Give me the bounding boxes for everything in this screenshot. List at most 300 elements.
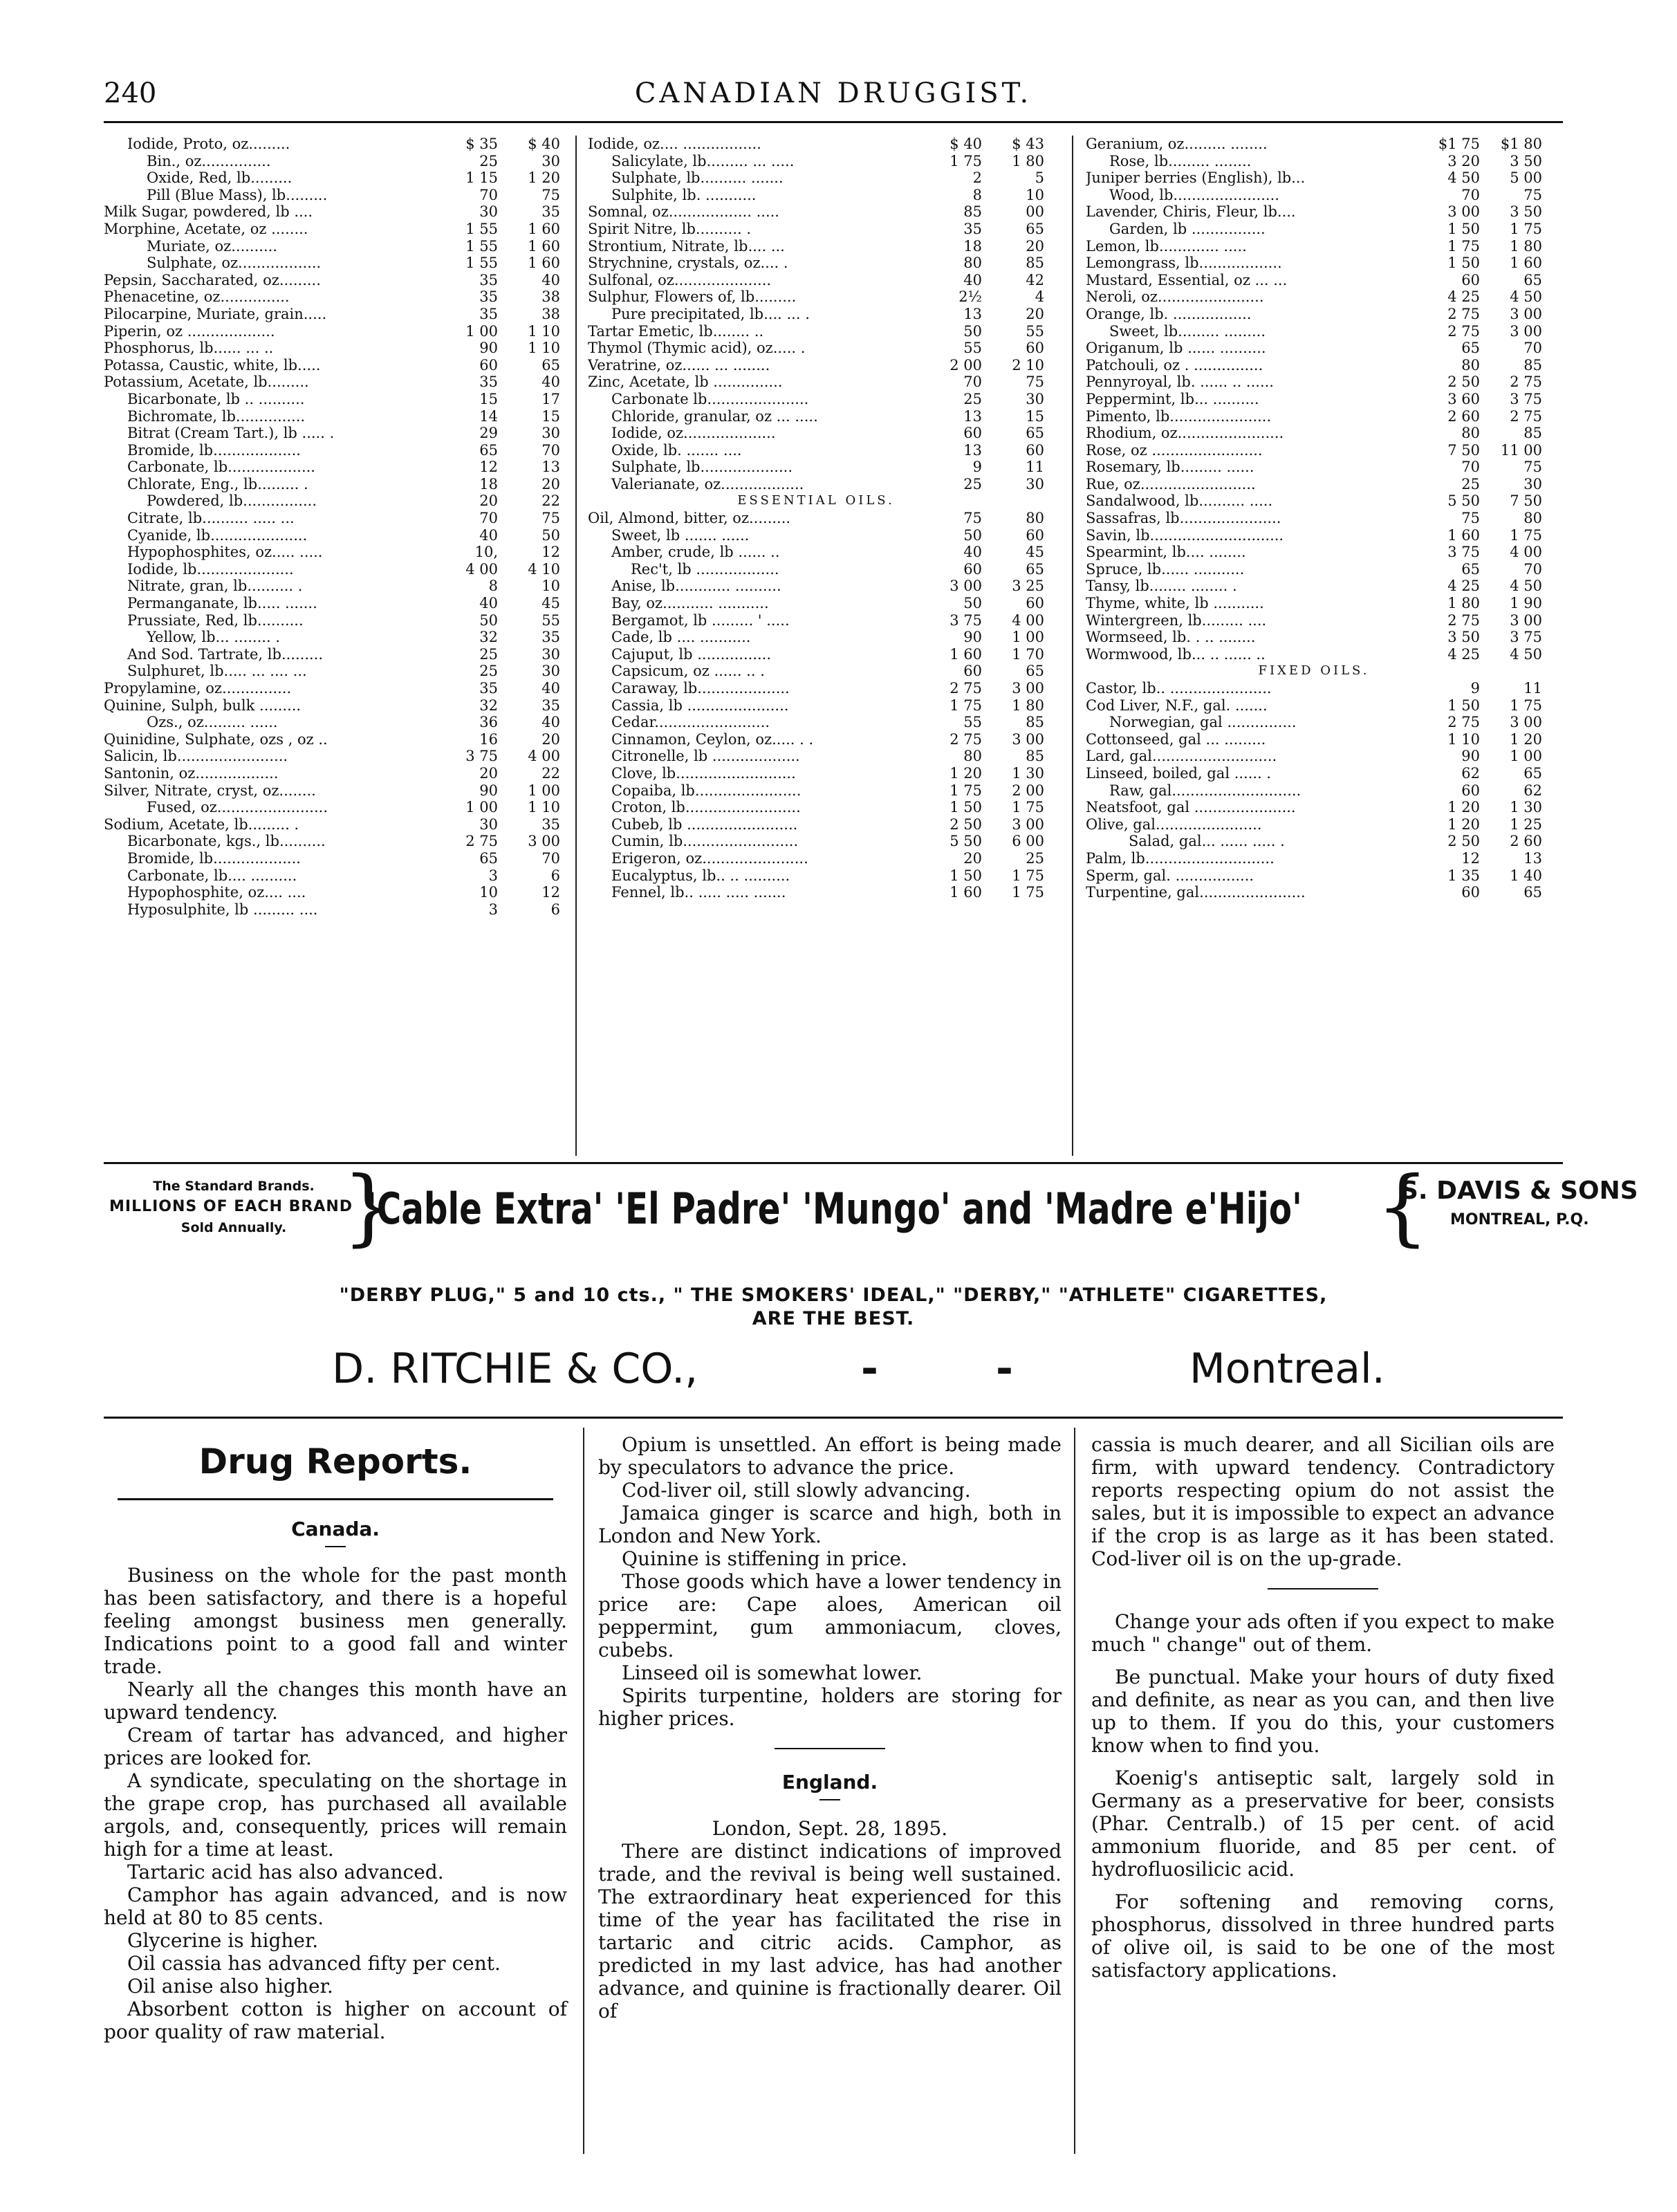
england-heading: England. [781, 1771, 878, 1794]
price-row [588, 612, 1044, 629]
item-name: Iodide, Proto, oz......... [127, 136, 290, 152]
item-name: Pepsin, Saccharated, oz......... [104, 271, 321, 288]
price-row [104, 629, 560, 646]
price-high: 1 00 [528, 782, 560, 799]
price-row [588, 203, 1044, 221]
price-row [588, 527, 1044, 544]
price-high: 1 25 [1510, 815, 1542, 833]
price-low: 80 [963, 255, 982, 272]
price-high: 38 [541, 288, 560, 306]
price-high: 12 [541, 544, 560, 561]
price-low: 16 [479, 730, 498, 748]
price-high: 11 [1026, 459, 1044, 476]
price-low: 55 [963, 340, 982, 357]
price-low: 60 [963, 663, 982, 680]
price-row [104, 612, 560, 629]
price-high: 1 60 [1510, 255, 1542, 272]
price-low: 12 [1461, 849, 1480, 867]
price-low: 2 50 [949, 815, 982, 833]
item-name: Wormwood, lb... .. ...... .. [1086, 645, 1266, 663]
derby-advertisement [104, 1284, 1563, 1331]
price-low: 90 [963, 629, 982, 646]
price-high: 55 [1026, 322, 1044, 340]
price-high: 10 [1026, 186, 1044, 203]
price-low: 90 [479, 782, 498, 799]
price-low: 3 00 [949, 578, 982, 595]
price-high: 1 10 [528, 340, 560, 357]
price-row [588, 408, 1044, 425]
price-low: 1 00 [465, 799, 498, 816]
price-high: 40 [541, 271, 560, 288]
paragraph: Nearly all the changes this month have an upward tendency. [104, 1678, 567, 1724]
item-name: Origanum, lb ...... .......... [1086, 340, 1266, 357]
price-row [1086, 238, 1542, 255]
item-name: Fused, oz........................ [147, 799, 328, 816]
item-name: Spruce, lb...... ........... [1086, 560, 1245, 578]
price-high: 3 00 [1012, 680, 1044, 697]
price-row [1086, 527, 1542, 544]
paragraph: Change your ads often if you expect to make much " change" out of them. [1091, 1610, 1555, 1656]
price-high: 85 [1026, 255, 1044, 272]
price-high: 30 [1026, 475, 1044, 492]
price-high: 30 [541, 425, 560, 442]
price-low: 35 [479, 680, 498, 697]
price-high: 30 [541, 663, 560, 680]
item-name: Pure precipitated, lb.... ... . [611, 305, 810, 322]
price-row [104, 153, 560, 170]
item-name: Salad, gal... ...... ..... . [1129, 833, 1285, 850]
price-high: 4 [1035, 288, 1044, 306]
item-name: Thymol (Thymic acid), oz..... . [588, 340, 806, 357]
ad-dash: - [861, 1345, 878, 1393]
article-column-3 [1091, 1433, 1555, 1982]
price-high: 4 00 [1510, 544, 1542, 561]
price-high: 5 00 [1510, 169, 1542, 187]
item-name: Cumin, lb......................... [611, 833, 799, 850]
price-row [1086, 646, 1542, 663]
price-high: 6 00 [1012, 833, 1044, 850]
price-row [588, 136, 1044, 153]
price-high: 22 [541, 492, 560, 510]
item-name: Phosphorus, lb...... ... .. [104, 340, 274, 357]
price-row [1086, 544, 1542, 561]
price-low: 50 [963, 595, 982, 612]
price-low: 60 [963, 425, 982, 442]
price-high: 70 [541, 849, 560, 867]
price-low: 35 [479, 288, 498, 306]
item-name: Bromide, lb................... [127, 441, 301, 459]
item-name: Rosemary, lb......... ...... [1086, 459, 1254, 476]
price-high: 1 75 [1510, 220, 1542, 237]
price-high: 4 10 [528, 560, 560, 578]
price-row [588, 169, 1044, 187]
price-low: 1 55 [465, 237, 498, 255]
price-high: 6 [550, 867, 560, 884]
brand-names: 'Cable Extra' 'El Padre' 'Mungo' and 'Madre e'Hijo' [367, 1183, 1302, 1234]
price-low: 12 [479, 459, 498, 476]
price-high: 3 00 [1510, 305, 1542, 322]
item-name: Turpentine, gal....................... [1086, 884, 1306, 901]
price-low: 70 [479, 186, 498, 203]
article-column-1 [104, 1433, 567, 2043]
item-name: Pennyroyal, lb. ...... .. ...... [1086, 374, 1274, 391]
price-row [104, 901, 560, 919]
item-name: Pimento, lb...................... [1086, 407, 1272, 425]
article-column-2 [598, 1433, 1062, 2022]
price-row [588, 442, 1044, 459]
item-name: Neroli, oz....................... [1086, 288, 1264, 306]
ad-dash: - [996, 1345, 1013, 1393]
price-high: 65 [1026, 425, 1044, 442]
item-name: Lemongrass, lb.................. [1086, 255, 1282, 272]
millions-label: MILLIONS OF EACH BRAND [109, 1198, 353, 1215]
price-high: 1 30 [1510, 799, 1542, 816]
price-low: 10, [474, 544, 498, 561]
price-row [1086, 357, 1542, 374]
price-high: 38 [541, 305, 560, 322]
price-row [588, 731, 1044, 748]
price-high: 10 [541, 578, 560, 595]
price-row [588, 238, 1044, 255]
item-name: Bergamot, lb ......... ' ..... [611, 611, 790, 629]
price-high: 65 [1026, 663, 1044, 680]
paragraph: Opium is unsettled. An effort is being made by speculators to advance the price. [598, 1433, 1062, 1479]
price-low: 35 [479, 271, 498, 288]
price-column-3 [1086, 136, 1542, 901]
price-low: 60 [963, 560, 982, 578]
item-name: Strontium, Nitrate, lb.... ... [588, 237, 785, 255]
price-row [1086, 221, 1542, 238]
price-row [104, 867, 560, 885]
price-row [1086, 442, 1542, 459]
price-high: 1 60 [528, 255, 560, 272]
price-row [588, 544, 1044, 561]
price-row [588, 340, 1044, 357]
price-low: 1 55 [465, 255, 498, 272]
price-low: 70 [479, 510, 498, 527]
price-high: 3 50 [1510, 152, 1542, 169]
price-row [588, 595, 1044, 612]
ritchie-city: Montreal. [1189, 1345, 1385, 1393]
item-name: Powdered, lb................ [147, 492, 317, 510]
price-low: 1 20 [1447, 799, 1480, 816]
price-row [1086, 459, 1542, 476]
price-high: 20 [541, 730, 560, 748]
price-section-heading: FIXED OILS. [1258, 663, 1370, 679]
price-low: 2 75 [949, 730, 982, 748]
item-name: Bromide, lb................... [127, 849, 301, 867]
item-name: Spearmint, lb.... ........ [1086, 544, 1246, 561]
price-row [104, 680, 560, 697]
price-high: 75 [1026, 374, 1044, 391]
price-low: 2 75 [1447, 714, 1480, 731]
item-name: Cod Liver, N.F., gal. ....... [1086, 697, 1268, 714]
price-row [588, 255, 1044, 272]
item-name: Potassium, Acetate, lb......... [104, 374, 309, 391]
page-header [104, 77, 1563, 119]
price-low: 1 75 [949, 152, 982, 169]
price-row [1086, 578, 1542, 595]
price-high: 17 [541, 390, 560, 407]
price-row [588, 714, 1044, 731]
price-high: 65 [1523, 764, 1542, 782]
price-low: 4 25 [1447, 288, 1480, 306]
price-low: 25 [1461, 475, 1480, 492]
paragraph: Those goods which have a lower tendency in price are: Cape aloes, American oil peppermint, gum ammoniacum, cloves, cubebs. [598, 1570, 1062, 1661]
price-low: 25 [479, 663, 498, 680]
price-high: 75 [1523, 459, 1542, 476]
item-name: Geranium, oz......... ........ [1086, 136, 1268, 152]
derby-line-1: "DERBY PLUG," 5 and 10 cts., " THE SMOKERS' IDEAL," "DERBY," "ATHLETE" CIGARETTES, [339, 1284, 1328, 1306]
price-row [104, 442, 560, 459]
price-high: 13 [541, 459, 560, 476]
item-name: Cottonseed, gal ... ......... [1086, 730, 1266, 748]
price-row [104, 374, 560, 391]
price-low: 1 10 [1447, 730, 1480, 748]
price-high: 1 90 [1510, 595, 1542, 612]
price-high: 3 00 [1012, 730, 1044, 748]
item-name: Erigeron, oz....................... [611, 849, 808, 867]
price-high: 20 [541, 475, 560, 492]
price-low: 60 [1461, 884, 1480, 901]
price-high: 15 [1026, 407, 1044, 425]
item-name: Strychnine, crystals, oz.... . [588, 255, 788, 272]
price-low: 20 [479, 764, 498, 782]
price-row [1086, 476, 1542, 493]
price-high: 3 50 [1510, 203, 1542, 221]
item-name: Raw, gal............................ [1109, 782, 1301, 799]
price-low: 1 55 [465, 220, 498, 237]
price-high: 3 75 [1510, 629, 1542, 646]
price-row [104, 459, 560, 476]
item-name: Bicarbonate, kgs., lb.......... [127, 833, 326, 850]
price-low: 80 [1461, 356, 1480, 374]
price-high: 4 50 [1510, 288, 1542, 306]
item-name: Cinnamon, Ceylon, oz..... . . [611, 730, 814, 748]
price-row [1086, 153, 1542, 170]
item-name: Patchouli, oz . ............... [1086, 356, 1263, 374]
price-row [588, 459, 1044, 476]
item-name: Iodide, lb..................... [127, 560, 294, 578]
price-high: 2 00 [1012, 782, 1044, 799]
price-low: 2 00 [949, 356, 982, 374]
paragraph: Be punctual. Make your hours of duty fixed and definite, as near as you can, and then live up to them. If you do this, your customers know when to find you. [1091, 1666, 1555, 1757]
price-high: 11 [1523, 680, 1542, 697]
item-name: Carbonate, lb................... [127, 459, 315, 476]
price-low: 50 [479, 611, 498, 629]
item-name: Caraway, lb.................... [611, 680, 790, 697]
item-name: Sweet, lb......... ......... [1109, 322, 1266, 340]
price-low: 40 [963, 271, 982, 288]
price-row [1086, 714, 1542, 731]
price-low: 3 20 [1447, 152, 1480, 169]
paragraph: Cream of tartar has advanced, and higher prices are looked for. [104, 1724, 567, 1769]
item-name: Morphine, Acetate, oz ........ [104, 220, 308, 237]
item-name: Juniper berries (English), lb... [1086, 169, 1306, 187]
item-name: Pilocarpine, Muriate, grain..... [104, 305, 327, 322]
price-high: 30 [1026, 390, 1044, 407]
price-high: 60 [1026, 441, 1044, 459]
price-low: 40 [963, 544, 982, 561]
price-row [104, 391, 560, 408]
item-name: Linseed, boiled, gal ...... . [1086, 764, 1272, 782]
price-row [1086, 187, 1542, 204]
price-row [104, 697, 560, 715]
price-high: $1 80 [1500, 136, 1542, 152]
item-name: Salicin, lb........................ [104, 748, 288, 765]
item-name: Veratrine, oz...... ... ........ [588, 356, 770, 374]
price-row [1086, 697, 1542, 715]
paragraph: Linseed oil is somewhat lower. [622, 1661, 923, 1684]
item-name: Mustard, Essential, oz ... ... [1086, 271, 1288, 288]
price-column-1 [104, 136, 560, 918]
item-name: Sperm, gal. ................. [1086, 867, 1254, 884]
paragraph: A syndicate, speculating on the shortage in the grape crop, has purchased all available argols, and, consequently, prices will remain high for a time at least. [104, 1769, 567, 1861]
paragraph: Jamaica ginger is scarce and high, both in London and New York. [598, 1502, 1062, 1547]
price-low: 50 [963, 526, 982, 544]
price-high: 70 [1523, 560, 1542, 578]
price-row [588, 425, 1044, 442]
standard-brands-block [109, 1176, 358, 1238]
price-low: 1 50 [949, 867, 982, 884]
price-high: 35 [541, 697, 560, 714]
item-name: Sulphite, lb. ........... [611, 186, 757, 203]
price-low: 70 [963, 374, 982, 391]
paragraph: Tartaric acid has also advanced. [127, 1861, 444, 1883]
item-name: Savin, lb............................. [1086, 526, 1284, 544]
price-low: 2 50 [1447, 374, 1480, 391]
price-high: 42 [1026, 271, 1044, 288]
price-row [588, 697, 1044, 715]
price-low: 35 [963, 220, 982, 237]
item-name: Sandalwood, lb.......... ..... [1086, 492, 1273, 510]
item-name: Sassafras, lb...................... [1086, 510, 1281, 527]
item-name: Clove, lb.......................... [611, 764, 796, 782]
price-low: 3 50 [1447, 629, 1480, 646]
price-row [1086, 748, 1542, 765]
price-high: 85 [1523, 356, 1542, 374]
price-low: 2 75 [1447, 611, 1480, 629]
price-high: 85 [1026, 714, 1044, 731]
price-low: 1 50 [1447, 255, 1480, 272]
item-name: Orange, lb. ................. [1086, 305, 1252, 322]
price-low: 1 75 [949, 697, 982, 714]
item-name: Sulphuret, lb..... ... .... ... [127, 663, 307, 680]
price-row [104, 850, 560, 867]
price-low: 4 00 [465, 560, 498, 578]
price-low: 9 [1470, 680, 1480, 697]
price-row [104, 510, 560, 527]
price-high: 60 [1026, 595, 1044, 612]
price-low: 2 60 [1447, 407, 1480, 425]
item-name: Wintergreen, lb......... .... [1086, 611, 1267, 629]
price-row [104, 714, 560, 731]
price-row [104, 799, 560, 816]
price-low: 1 20 [1447, 815, 1480, 833]
item-name: Garden, lb ................ [1109, 220, 1266, 237]
price-row [588, 765, 1044, 782]
price-high: 35 [541, 629, 560, 646]
price-high: 1 00 [1510, 748, 1542, 765]
item-name: Fennel, lb.. ..... ..... ....... [611, 884, 786, 901]
price-high: 11 00 [1500, 441, 1542, 459]
price-row [588, 816, 1044, 833]
price-low: 60 [479, 356, 498, 374]
price-low: 8 [488, 578, 498, 595]
price-row [104, 323, 560, 340]
item-name: Amber, crude, lb ...... .. [611, 544, 780, 561]
price-high: 1 10 [528, 799, 560, 816]
item-name: Sulphate, oz.................. [147, 255, 322, 272]
item-name: Cyanide, lb..................... [127, 526, 308, 544]
price-high: 6 [550, 901, 560, 918]
price-row [1086, 816, 1542, 833]
price-row [588, 510, 1044, 527]
price-low: 80 [1461, 425, 1480, 442]
price-low: 1 75 [1447, 237, 1480, 255]
price-low: 90 [1461, 748, 1480, 765]
price-row [588, 288, 1044, 306]
price-low: 1 80 [1447, 595, 1480, 612]
item-name: Tansy, lb........ ........ . [1086, 578, 1237, 595]
dateline: London, Sept. 28, 1895. [712, 1817, 948, 1840]
price-high: 30 [541, 645, 560, 663]
price-high: 3 00 [528, 833, 560, 850]
price-high: 60 [1026, 340, 1044, 357]
price-row [1086, 255, 1542, 272]
paragraph: Oil cassia has advanced fifty per cent. [127, 1952, 501, 1975]
item-name: Quinine, Sulph, bulk ......... [104, 697, 302, 714]
item-name: Phenacetine, oz............... [104, 288, 290, 306]
price-high: 45 [541, 595, 560, 612]
item-name: Lavender, Chiris, Fleur, lb.... [1086, 203, 1296, 221]
price-low: 4 25 [1447, 645, 1480, 663]
price-row [1086, 169, 1542, 187]
price-low: 13 [963, 305, 982, 322]
price-high: 35 [541, 815, 560, 833]
item-name: Pill (Blue Mass), lb......... [147, 186, 328, 203]
paragraph: Camphor has again advanced, and is now held at 80 to 85 cents. [104, 1883, 567, 1929]
ritchie-advertisement [104, 1345, 1563, 1407]
price-low: 3 60 [1447, 390, 1480, 407]
item-name: Muriate, oz.......... [147, 237, 277, 255]
price-low: 1 20 [949, 764, 982, 782]
price-high: 65 [1523, 271, 1542, 288]
price-low: 3 [488, 867, 498, 884]
paragraph: cassia is much dearer, and all Sicilian oils are firm, with upward tendency. Contradictory reports respecting opium do not assist the sales, but it is impossible to expect an advance if the crop is as large as it has been stated. Cod-liver oil is on the up-grade. [1091, 1433, 1555, 1570]
price-row [1086, 136, 1542, 153]
price-high: 40 [541, 714, 560, 731]
item-name: Spirit Nitre, lb.......... . [588, 220, 752, 237]
price-row [104, 306, 560, 323]
item-name: Valerianate, oz.................. [611, 475, 804, 492]
price-high: 22 [541, 764, 560, 782]
price-section-heading: ESSENTIAL OILS. [737, 493, 895, 508]
price-low: 13 [963, 407, 982, 425]
paragraph: Business on the whole for the past month has been satisfactory, and there is a hopeful feeling amongst business men generally. Indications point to a good fall and winter trade. [104, 1564, 567, 1678]
price-row [588, 867, 1044, 885]
price-low: 35 [479, 374, 498, 391]
item-name: Sulphate, lb.................... [611, 459, 793, 476]
price-low: 1 75 [949, 782, 982, 799]
price-low: 7 50 [1447, 441, 1480, 459]
price-low: 15 [479, 390, 498, 407]
price-high: 1 80 [1510, 237, 1542, 255]
price-high: 3 00 [1012, 815, 1044, 833]
item-name: Rose, oz ........................ [1086, 441, 1263, 459]
price-high: 2 10 [1012, 356, 1044, 374]
price-column-2 [588, 136, 1044, 901]
